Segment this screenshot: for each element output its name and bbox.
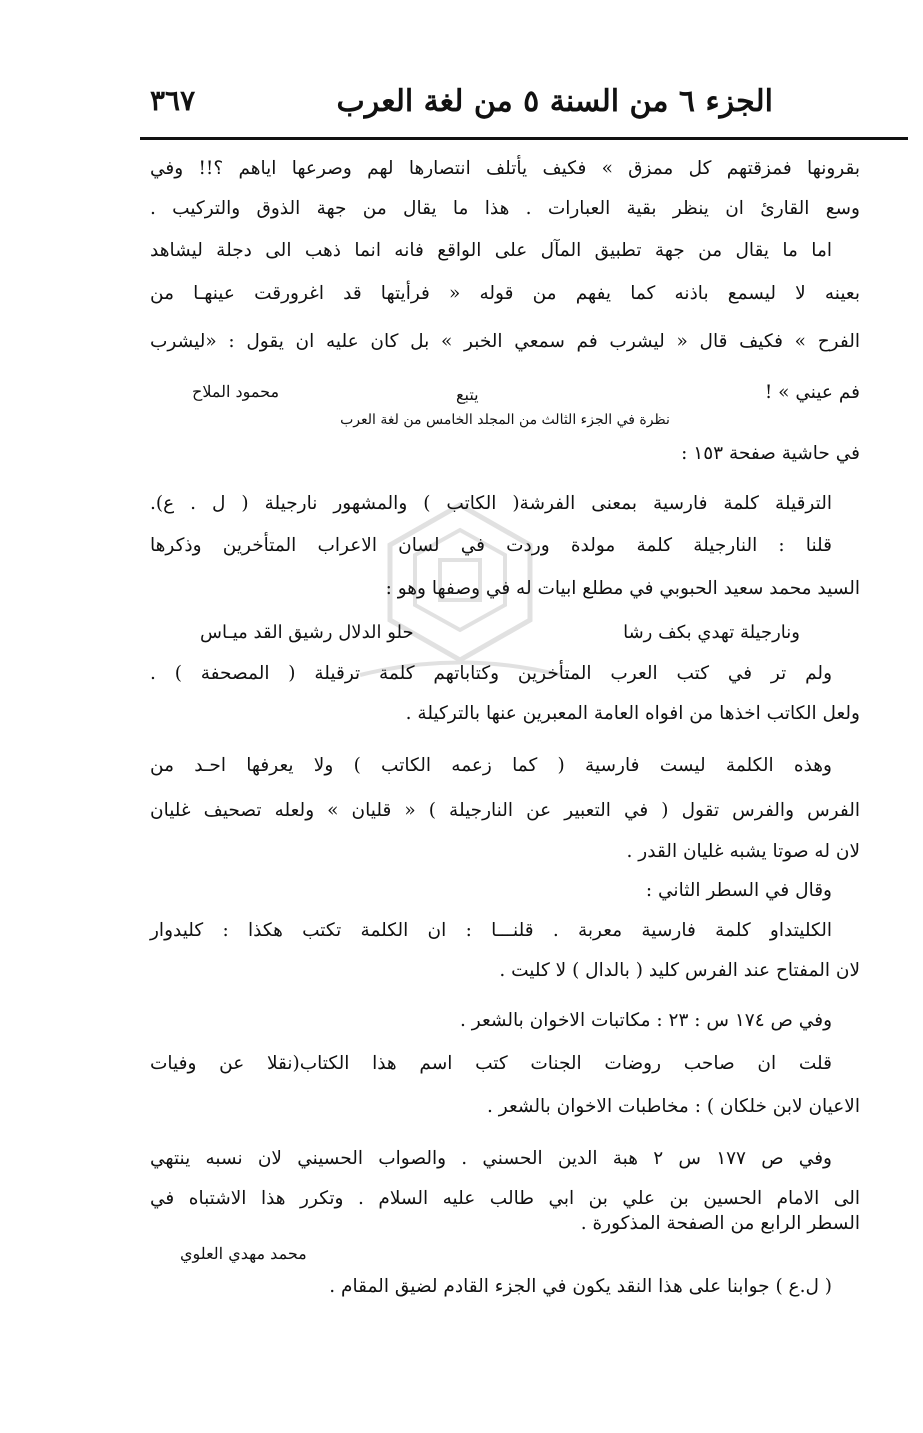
text-line: السطر الرابع من الصفحة المذكورة .	[580, 1213, 860, 1234]
text-line: وهذه الكلمة ليست فارسية ( كما زعمه الكاتب ) ولا يعرفها احـد من	[150, 755, 832, 776]
text-line: الفرح » فكيف قال « ليشرب فم سمعي الخبر » بل كان عليه ان يقول : «ليشرب	[150, 331, 860, 352]
text-line: ولعل الكاتب اخذها من افواه العامة المعبرين عنها بالتركيلة .	[405, 703, 860, 724]
poem-verse	[200, 622, 800, 643]
text-line: وفي ص ١٧٧ س ٢ هبة الدين الحسني . والصواب الحسيني لان نسبه ينتهي	[150, 1148, 832, 1169]
header-rule	[140, 137, 908, 140]
text-line: في حاشية صفحة ١٥٣ :	[681, 443, 860, 464]
text-line: ولم تر في كتب العرب المتأخرين وكتاباتهم كلمة ترقيلة ( المصحفة ) .	[150, 663, 832, 684]
author-signature: محمود الملاح	[192, 382, 280, 401]
author-signature: محمد مهدي العلوي	[180, 1244, 307, 1263]
page-header	[150, 78, 773, 128]
continued-mark: يتبع	[456, 385, 479, 404]
text-line: لان له صوتا يشبه غليان القدر .	[626, 841, 860, 862]
text-line: بقرونها فمزقتهم كل ممزق » فكيف يأتلف انتصارها لهم وصرعها اياهم ؟!! وفي	[150, 158, 860, 179]
text-line: قلت ان صاحب روضات الجنات كتب اسم هذا الكتاب(نقلا عن وفيات	[150, 1053, 832, 1074]
text-line: الاعيان لابن خلكان ) : مخاطبات الاخوان بالشعر .	[486, 1096, 860, 1117]
running-title: الجزء ٦ من السنة ٥ من لغة العرب	[336, 84, 773, 119]
text-line: السيد محمد سعيد الحبوبي في مطلع ابيات له في وصفها وهو :	[385, 578, 860, 599]
verse-first-half: ونارجيلة تهدي بكف رشا	[623, 622, 800, 643]
text-line: وفي ص ١٧٤ س : ٢٣ : مكاتبات الاخوان بالشعر .	[459, 1010, 832, 1031]
text-line: الى الامام الحسين بن علي بن ابي طالب عليه السلام . وتكرر هذا الاشتباه في	[150, 1188, 860, 1209]
text-line: الترقيلة كلمة فارسية بمعنى الفرشة( الكاتب ) والمشهور نارجيلة ( ل . ع).	[150, 493, 832, 514]
text-line: وسع القارئ ان ينظر بقية العبارات . هذا ما يقال من جهة الذوق والتركيب .	[150, 198, 860, 219]
text-line: فم عيني » !	[764, 382, 860, 403]
section-title: نظرة في الجزء الثالث من المجلد الخامس من لغة العرب	[340, 412, 670, 428]
editor-reply: ( ل.ع ) جوابنا على هذا النقد يكون في الجزء القادم لضيق المقام .	[329, 1276, 832, 1297]
text-line: اما ما يقال من جهة تطبيق المآل على الواقع فانه انما ذهب الى دجلة ليشاهد	[150, 240, 832, 261]
page-number: ٣٦٧	[150, 84, 196, 117]
text-line: قلنا : النارجيلة كلمة مولدة وردت في لسان الاعراب المتأخرين وذكرها	[150, 535, 832, 556]
text-line: بعينه لا ليسمع باذنه كما يفهم من قوله « فرأيتها قد اغرورقت عينهـا من	[150, 283, 860, 304]
text-line: لان المفتاح عند الفرس كليد ( بالدال ) لا كليت .	[499, 960, 860, 981]
text-line: وقال في السطر الثاني :	[645, 880, 832, 901]
verse-second-half: حلو الدلال رشيق القد ميـاس	[200, 622, 414, 643]
text-line: الفرس والفرس تقول ( في التعبير عن النارجيلة ) « قليان » ولعله تصحيف غليان	[150, 800, 860, 821]
text-line: الكليتداو كلمة فارسية معربة . قلنـــا : ان الكلمة تكتب هكذا : كليدوار	[150, 920, 832, 941]
